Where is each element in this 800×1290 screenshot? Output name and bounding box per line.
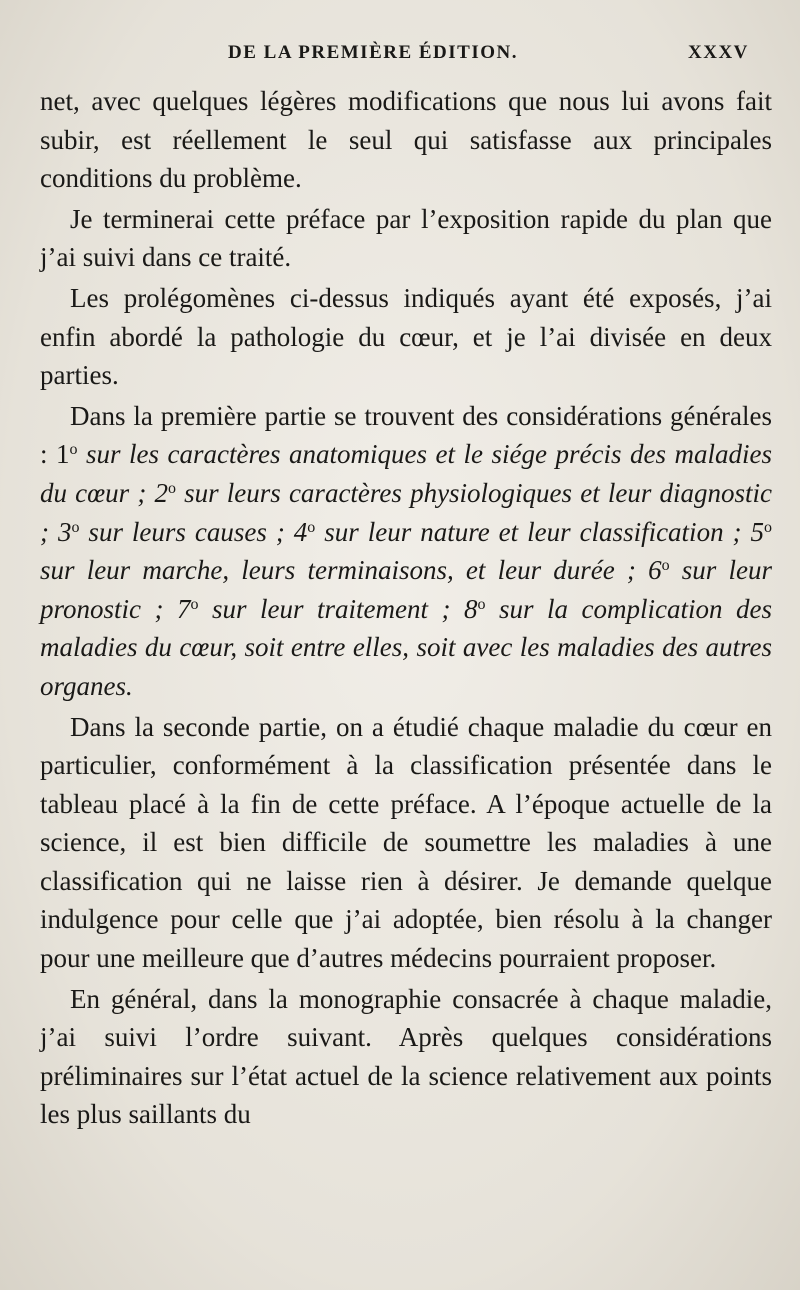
page-header bbox=[0, 42, 800, 72]
ordinal-marker: o bbox=[190, 595, 199, 613]
paragraph-4 bbox=[40, 397, 772, 706]
paragraph-4-intro: Dans la première partie se trouvent des considérations générales : 1 bbox=[40, 400, 772, 470]
list-item-3: sur leurs causes ; 4 bbox=[79, 516, 308, 547]
body-text bbox=[40, 82, 772, 1136]
list-item-1: sur les caractères anatomiques et le siége précis des maladies du cœur ; 2 bbox=[40, 439, 772, 508]
list-item-6: sur leur pronostic ; 7 bbox=[40, 555, 772, 624]
page-number: XXXV bbox=[688, 42, 749, 63]
list-item-4: sur leur nature et leur classification ; 5 bbox=[315, 516, 764, 547]
ordinal-marker: o bbox=[764, 518, 772, 536]
paragraph-1: net, avec quelques légères modifications que nous lui avons fait subir, est réellement le seul qui satisfasse aux principales conditions du problème. bbox=[40, 86, 772, 194]
ordinal-marker: o bbox=[661, 557, 670, 575]
paragraph-5: Dans la seconde partie, on a étudié chaque maladie du cœur en particulier, conformément à la classification présentée dans le tableau placé à la fin de cette préface. A l’époque actuelle de la science, il est bien difficile de soumettre les maladies à une classification qui ne laisse rien à désirer. Je demande quelque indulgence pour celle que j’ai adoptée, bien résolu à la changer pour une meilleure que d’autres médecins pourraient proposer. bbox=[40, 711, 772, 974]
list-item-5: sur leur marche, leurs terminaisons, et leur durée ; 6 bbox=[40, 555, 662, 586]
list-item-8: sur la complication des maladies du cœur, soit entre elles, soit avec les maladies des autres organes. bbox=[40, 593, 772, 701]
ordinal-marker: o bbox=[69, 441, 78, 459]
ordinal-marker: o bbox=[477, 595, 486, 613]
paragraph-3: Les prolégomènes ci-dessus indiqués ayant été exposés, j’ai enfin abordé la pathologie du cœur, et je l’ai divisée en deux parties. bbox=[40, 282, 772, 391]
running-title: DE LA PREMIÈRE ÉDITION. bbox=[228, 42, 518, 63]
ordinal-marker: o bbox=[167, 479, 176, 497]
paragraph-6: En général, dans la monographie consacrée à chaque maladie, j’ai suivi l’ordre suivant. Après quelques considérations préliminaires sur l’état actuel de la science relativement aux points les plus saillants du bbox=[40, 983, 772, 1130]
ordinal-marker: o bbox=[71, 518, 80, 536]
list-item-2: sur leurs caractères physiologiques et leur diagnostic ; 3 bbox=[40, 477, 772, 547]
list-item-7: sur leur traitement ; 8 bbox=[198, 593, 478, 624]
ordinal-marker: o bbox=[307, 518, 316, 536]
paragraph-2: Je terminerai cette préface par l’exposition rapide du plan que j’ai suivi dans ce traité. bbox=[40, 203, 772, 273]
